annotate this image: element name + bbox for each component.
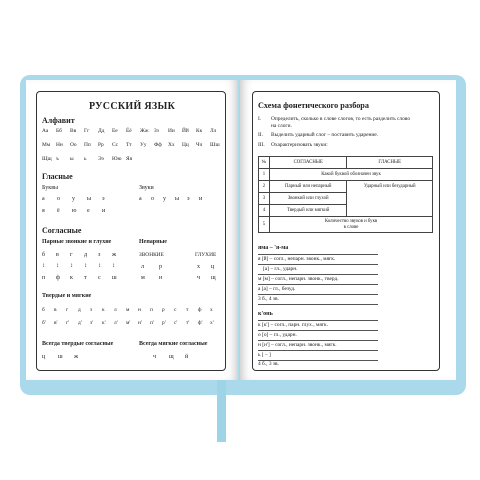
example-2-total: 4 б., 3 зв. [258, 361, 279, 367]
vowel-letters-bottom [42, 208, 117, 214]
letter: с' [174, 320, 178, 326]
step-3-text: Охарактеризовать звуки: [271, 142, 328, 148]
letter: Фф [154, 142, 162, 148]
letter: Яя [126, 156, 133, 162]
letter: щ [169, 354, 174, 360]
unpaired-voiced-row-2 [141, 275, 173, 281]
letter: с [98, 275, 101, 281]
arrow-icon: ↕ [70, 263, 73, 269]
letter: н [159, 275, 163, 281]
paired-voiceless [42, 275, 126, 281]
letter: т' [186, 320, 190, 326]
letter: с [174, 307, 177, 313]
alphabet-row-3 [42, 156, 140, 162]
letter: Жж [140, 128, 149, 134]
letter: Шш [210, 142, 220, 148]
letter: Чч [196, 142, 203, 148]
paired-arrows [42, 263, 126, 269]
letter: т [84, 275, 87, 281]
sound: ы [175, 196, 180, 202]
letter: л [141, 264, 144, 270]
example-1-line: [а] – гл., ударн. [263, 266, 298, 272]
letter: й [185, 354, 189, 360]
arrow-icon: ↕ [98, 263, 101, 269]
example-2-line: о [о] – гл., ударн. [258, 332, 297, 338]
example-1-total: 3 б., 4 зв. [258, 296, 279, 302]
letter: х [197, 264, 200, 270]
letter: Кк [196, 128, 203, 134]
voiceless-label: ГЛУХИЕ [195, 252, 217, 258]
letter: о [57, 196, 60, 202]
unpaired-label: Непарные [139, 239, 167, 245]
example-2-line: н [н'] – согл., непарн. звонк., мягк. [258, 342, 337, 348]
letter: п' [150, 320, 154, 326]
letter: Юю [112, 156, 122, 162]
always-soft-heading: Всегда мягкие согласные [139, 341, 208, 347]
letter: Мм [42, 142, 51, 148]
letter: в [56, 252, 59, 258]
table-cell: Парный или непарный [270, 181, 347, 193]
letter: к [102, 307, 105, 313]
letter: Ее [112, 128, 118, 134]
letter: л [114, 307, 117, 313]
letter: б' [42, 320, 46, 326]
example-1-line: я [й] – согл., непарн. звонк., мягк. [258, 256, 336, 262]
letter: р [162, 307, 165, 313]
letter: Хх [168, 142, 175, 148]
sound: а [139, 196, 142, 202]
letter: я [42, 208, 45, 214]
column-header: ГЛАСНЫЕ [347, 157, 433, 169]
letter: м [126, 307, 130, 313]
bookmark-ribbon[interactable] [217, 372, 226, 442]
letter: г [66, 307, 69, 313]
example-2-line: ь [ – ] [258, 352, 271, 358]
table-row [259, 181, 433, 193]
row-number: 5 [259, 217, 270, 233]
letter: б [42, 307, 45, 313]
table-row [259, 217, 433, 233]
cell-line: Количество звуков и букв [324, 218, 378, 224]
letter: а [42, 196, 45, 202]
letter: ы [87, 196, 92, 202]
letter: ш [58, 354, 63, 360]
arrow-icon: ↕ [42, 263, 45, 269]
soft-consonants [42, 320, 220, 326]
table-cell: Какой буквой обозначен звук [270, 169, 433, 181]
example-2-word: к'онь [258, 311, 273, 317]
vowel-sounds-label: Звуки [139, 185, 154, 191]
letter: ф' [198, 320, 203, 326]
letter: к [70, 275, 73, 281]
consonants-heading: Согласные [42, 226, 82, 235]
letter: м [141, 275, 145, 281]
letter: ж [112, 252, 117, 258]
letter: ё [57, 208, 60, 214]
letter: т [186, 307, 189, 313]
left-page [26, 80, 238, 380]
example-2-line: к [к'] – согл., парн. глух., мягк. [258, 322, 328, 328]
letter: Зз [154, 128, 159, 134]
example-1-line: м [м] – согл., непарн. звонк., тверд. [258, 276, 339, 282]
underline [258, 284, 378, 285]
letter: ъ [56, 156, 59, 162]
letter: н' [138, 320, 142, 326]
letter: ю [72, 208, 77, 214]
sound: э [187, 196, 190, 202]
letter: ц [211, 264, 215, 270]
row-number: 4 [259, 205, 270, 217]
example-1-word: яма – 'я-ма [258, 245, 289, 251]
unpaired-voiceless-row-1 [197, 264, 221, 270]
underline [258, 264, 378, 265]
letter: Нн [56, 142, 63, 148]
table-cell: Ударный или безударный [347, 181, 433, 217]
letter: н [138, 307, 141, 313]
letter: х [210, 307, 213, 313]
arrow-icon: ↕ [84, 263, 87, 269]
letter: Оо [70, 142, 77, 148]
letter: Дд [98, 128, 105, 134]
letter: Пп [84, 142, 91, 148]
underline [258, 274, 378, 275]
letter: Бб [56, 128, 62, 134]
underline [258, 304, 378, 305]
step-1-num: I. [258, 116, 262, 122]
letter: д [78, 307, 81, 313]
underline [258, 330, 378, 331]
letter: щ [211, 275, 216, 281]
letter: г [70, 252, 73, 258]
letter: ы [70, 156, 74, 162]
vowels-heading: Гласные [42, 172, 73, 181]
arrow-icon: ↕ [112, 263, 115, 269]
cell-line: в слове [343, 224, 359, 230]
example-1-line: а [а] – гл., безуд. [258, 286, 296, 292]
always-hard-heading: Всегда твердые согласные [42, 341, 114, 347]
letter: Ии [168, 128, 175, 134]
letter: ц [42, 354, 46, 360]
letter: Аа [42, 128, 49, 134]
letter: Лл [210, 128, 217, 134]
alphabet-heading: Алфавит [42, 116, 75, 125]
vowel-letters-top [42, 196, 117, 202]
step-1-text: Определить, сколько в слове слогов, то есть разделить слово [271, 116, 411, 122]
letter: в' [54, 320, 58, 326]
row-number: 3 [259, 193, 270, 205]
letter: п [42, 275, 46, 281]
row-number: 1 [259, 169, 270, 181]
column-header: № [259, 157, 270, 169]
vowel-letters-label: Буквы [42, 185, 59, 191]
underline [258, 320, 378, 321]
sound: и [199, 196, 203, 202]
table-cell: Твердый или мягкий [270, 205, 347, 217]
letter: Рр [98, 142, 104, 148]
paired-label: Парные звонкие и глухие [42, 239, 112, 245]
unpaired-voiced-row-1 [141, 264, 173, 270]
letter: Сс [112, 142, 119, 148]
unpaired-voiceless-row-2 [197, 275, 221, 281]
table-row [259, 169, 433, 181]
underline [258, 254, 378, 255]
letter: ч [197, 275, 201, 281]
letter: ф [56, 275, 60, 281]
paired-voiced [42, 252, 126, 258]
letter: д [84, 252, 88, 258]
letter: Вв [70, 128, 77, 134]
table-cell [270, 217, 433, 233]
page-title: Схема фонетического разбора [258, 101, 369, 110]
step-2-text: Выделить ударный слог – поставить ударение. [271, 132, 378, 138]
letter: Щщ [42, 156, 52, 162]
russian-language-panel [36, 91, 226, 371]
underline [258, 294, 378, 295]
letter: и [102, 208, 106, 214]
alphabet-row-1 [42, 128, 222, 134]
letter: у [72, 196, 75, 202]
row-number: 2 [259, 181, 270, 193]
letter: д' [78, 320, 82, 326]
always-hard-letters [42, 354, 90, 360]
letter: л' [114, 320, 118, 326]
voiced-label: ЗВОНКИЕ [139, 252, 164, 258]
letter: е [87, 208, 90, 214]
step-3-num: III. [258, 142, 265, 148]
sound: о [151, 196, 154, 202]
letter: Тт [126, 142, 132, 148]
letter: м' [126, 320, 131, 326]
step-1-text-cont: на слоги. [271, 123, 292, 129]
letter: ж [74, 354, 79, 360]
phonetic-analysis-panel [252, 91, 440, 371]
letter: х' [210, 320, 214, 326]
letter: з [98, 252, 101, 258]
underline [258, 340, 378, 341]
letter: Ээ [98, 156, 104, 162]
step-2-num: II. [258, 132, 263, 138]
letter: з [90, 307, 93, 313]
sound-characteristics-table [258, 156, 433, 233]
hard-consonants [42, 307, 220, 313]
letter: Цц [182, 142, 189, 148]
letter: Йй [182, 128, 189, 134]
letter: г' [66, 320, 70, 326]
letter: б [42, 252, 46, 258]
letter: э [102, 196, 105, 202]
letter: р [159, 264, 162, 270]
hard-soft-heading: Твердые и мягкие [42, 293, 92, 299]
arrow-icon: ↕ [56, 263, 59, 269]
letter: Гг [84, 128, 90, 134]
open-notebook [20, 80, 463, 380]
always-soft-letters [153, 354, 201, 360]
sound: у [163, 196, 166, 202]
letter: п [150, 307, 153, 313]
letter: Уу [140, 142, 147, 148]
letter: ш [112, 275, 117, 281]
table-header-row [259, 157, 433, 169]
letter: ь [84, 156, 87, 162]
page-title: РУССКИЙ ЯЗЫК [89, 101, 176, 112]
right-page [240, 80, 456, 380]
column-header: СОГЛАСНЫЕ [270, 157, 347, 169]
letter: з' [90, 320, 94, 326]
letter: ч [153, 354, 157, 360]
table-cell: Звонкий или глухой [270, 193, 347, 205]
underline [258, 350, 378, 351]
letter: р' [162, 320, 166, 326]
alphabet-row-2 [42, 142, 222, 148]
letter: ф [198, 307, 202, 313]
letter: в [54, 307, 57, 313]
letter: Ёё [126, 128, 132, 134]
vowel-sounds [139, 196, 211, 202]
letter: к' [102, 320, 106, 326]
